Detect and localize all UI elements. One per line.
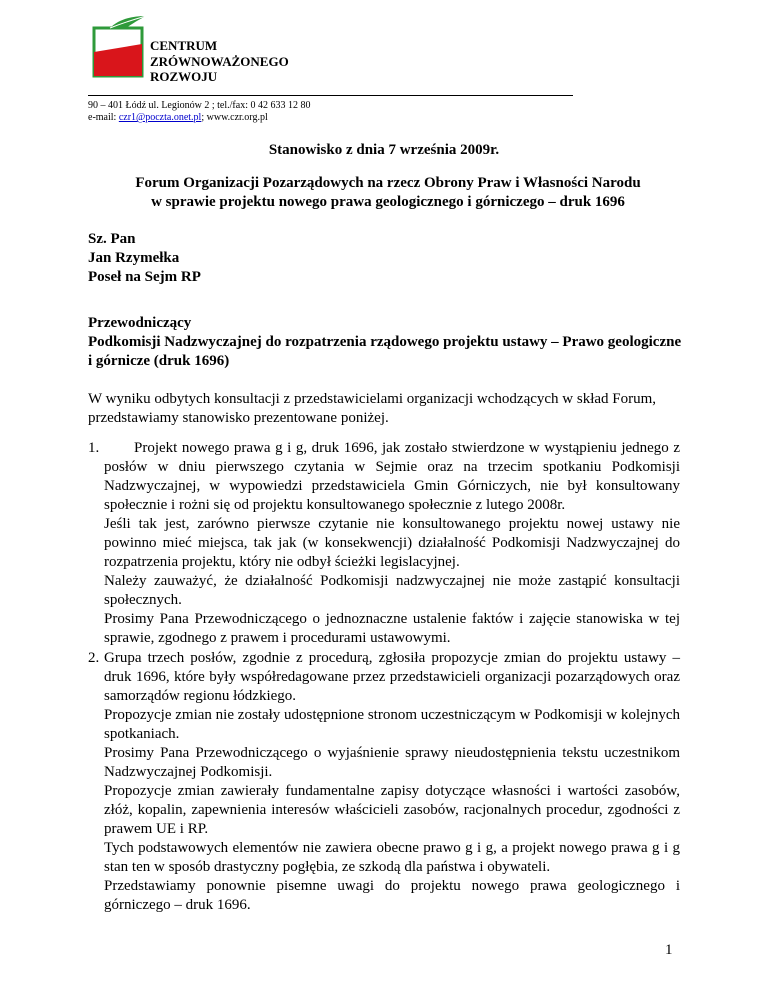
- point-2-number: 2.: [88, 650, 100, 666]
- addressee-role: Poseł na Sejm RP: [88, 269, 201, 285]
- chair-title: Przewodniczący: [88, 315, 192, 331]
- forum-line-2: w sprawie projektu nowego prawa geologicznego i górniczego – druk 1696: [151, 194, 625, 210]
- point-1-text-1: Projekt nowego prawa g i g, druk 1696, jak zostało stwierdzone w wystąpieniu jednego z posłów w dniu pierwszego czytania w Sejmie oraz na trzecim spotkaniu Podkomisji Nadzwyczajnej, w wypowiedzi przedstawiciela Gmin Górniczych, nie był konsultowany społecznie i rożni się od projektu konsultowanego społecznie z lutego 2008r.: [104, 440, 680, 513]
- point-1: [88, 439, 680, 648]
- point-1-paragraph-1: [88, 439, 680, 515]
- email-web-line: [88, 112, 310, 124]
- header-divider: [88, 95, 573, 96]
- point-2-paragraph-6: Przedstawiamy ponownie pisemne uwagi do projektu nowego prawa geologicznego i górniczego – druk 1696.: [104, 878, 680, 913]
- point-2-paragraph-4: Propozycje zmian zawierały fundamentalne zapisy dotyczące własności i wartości zasobów, złóż, kopalin, zapewnienia interesów właścicieli zasobów, racjonalnych procedur, zgodności z prawem UE i RP.: [104, 783, 680, 837]
- org-line-3: ROZWOJU: [150, 69, 218, 84]
- org-line-2: ZRÓWNOWAŻONEGO: [150, 53, 289, 69]
- point-2: [88, 649, 680, 915]
- addressee-name: Jan Rzymełka: [88, 250, 180, 266]
- addressee-block: [88, 230, 201, 287]
- website-text: ; www.czr.org.pl: [201, 112, 268, 123]
- forum-heading: [88, 174, 688, 212]
- chair-block: [88, 314, 688, 371]
- forum-line-1: Forum Organizacji Pozarządowych na rzecz Obrony Praw i Własności Narodu: [135, 175, 641, 191]
- point-2-paragraph-5: Tych podstawowych elementów nie zawiera obecne prawo g i g, a projekt nowego prawa g i g stan ten w sposób drastyczny pogłębia, ze szkodą dla państwa i obywateli.: [104, 840, 680, 875]
- point-1-number: 1.: [88, 440, 100, 456]
- contact-info: [88, 100, 310, 124]
- postal-address: 90 – 401 Łódź ul. Legionów 2 ; tel./fax: 0 42 633 12 80: [88, 100, 311, 111]
- document-title: Stanowisko z dnia 7 września 2009r.: [268, 142, 500, 158]
- addressee-salutation: Sz. Pan: [88, 231, 136, 247]
- czr-logo-icon: [88, 14, 148, 78]
- org-line-1: CENTRUM: [150, 38, 218, 53]
- subcommittee-name: Podkomisji Nadzwyczajnej do rozpatrzenia rządowego projektu ustawy – Prawo geologiczne i górnicze (druk 1696): [88, 334, 682, 369]
- point-2-paragraph-2: Propozycje zmian nie zostały udostępnione stronom uczestniczącym w Podkomisji w kolejnych spotkaniach.: [104, 707, 680, 742]
- intro-paragraph: W wyniku odbytych konsultacji z przedstawicielami organizacji wchodzących w skład Forum, przedstawiamy stanowisko prezentowane poniżej.: [88, 391, 657, 426]
- org-name: [150, 38, 289, 85]
- point-2-paragraph-3: Prosimy Pana Przewodniczącego o wyjaśnienie sprawy nieudostępnienia tekstu uczestnikom Nadzwyczajnej Podkomisji.: [104, 745, 680, 780]
- point-2-text-1: Grupa trzech posłów, zgodnie z procedurą, zgłosiła propozycje zmian do projektu ustawy – druk 1696, które były współredagowane przez przedstawicieli organizacji pozarządowych oraz samorządów regionu łódzkiego.: [104, 650, 680, 704]
- point-1-paragraph-4: Prosimy Pana Przewodniczącego o jednoznaczne ustalenie faktów i zajęcie stanowiska w tej sprawie, zgodnego z prawem i procedurami ustawowymi.: [104, 611, 680, 646]
- email-link[interactable]: czr1@poczta.onet.pl: [118, 112, 202, 123]
- point-2-paragraph-1: [88, 649, 680, 706]
- point-1-paragraph-2: Jeśli tak jest, zarówno pierwsze czytanie nie konsultowanego projektu nowej ustawy nie powinno mieć miejsca, tak jak (w konsekwencji) działalność Podkomisji Nadzwyczajnej do rozpatrzenia projektu, który nie odbył ścieżki legislacyjnej.: [104, 516, 680, 570]
- page-number: 1: [665, 942, 673, 958]
- email-label: e-mail:: [88, 112, 119, 123]
- point-1-paragraph-3: Należy zauważyć, że działalność Podkomisji nadzwyczajnej nie może zastąpić konsultacji społecznych.: [104, 573, 680, 608]
